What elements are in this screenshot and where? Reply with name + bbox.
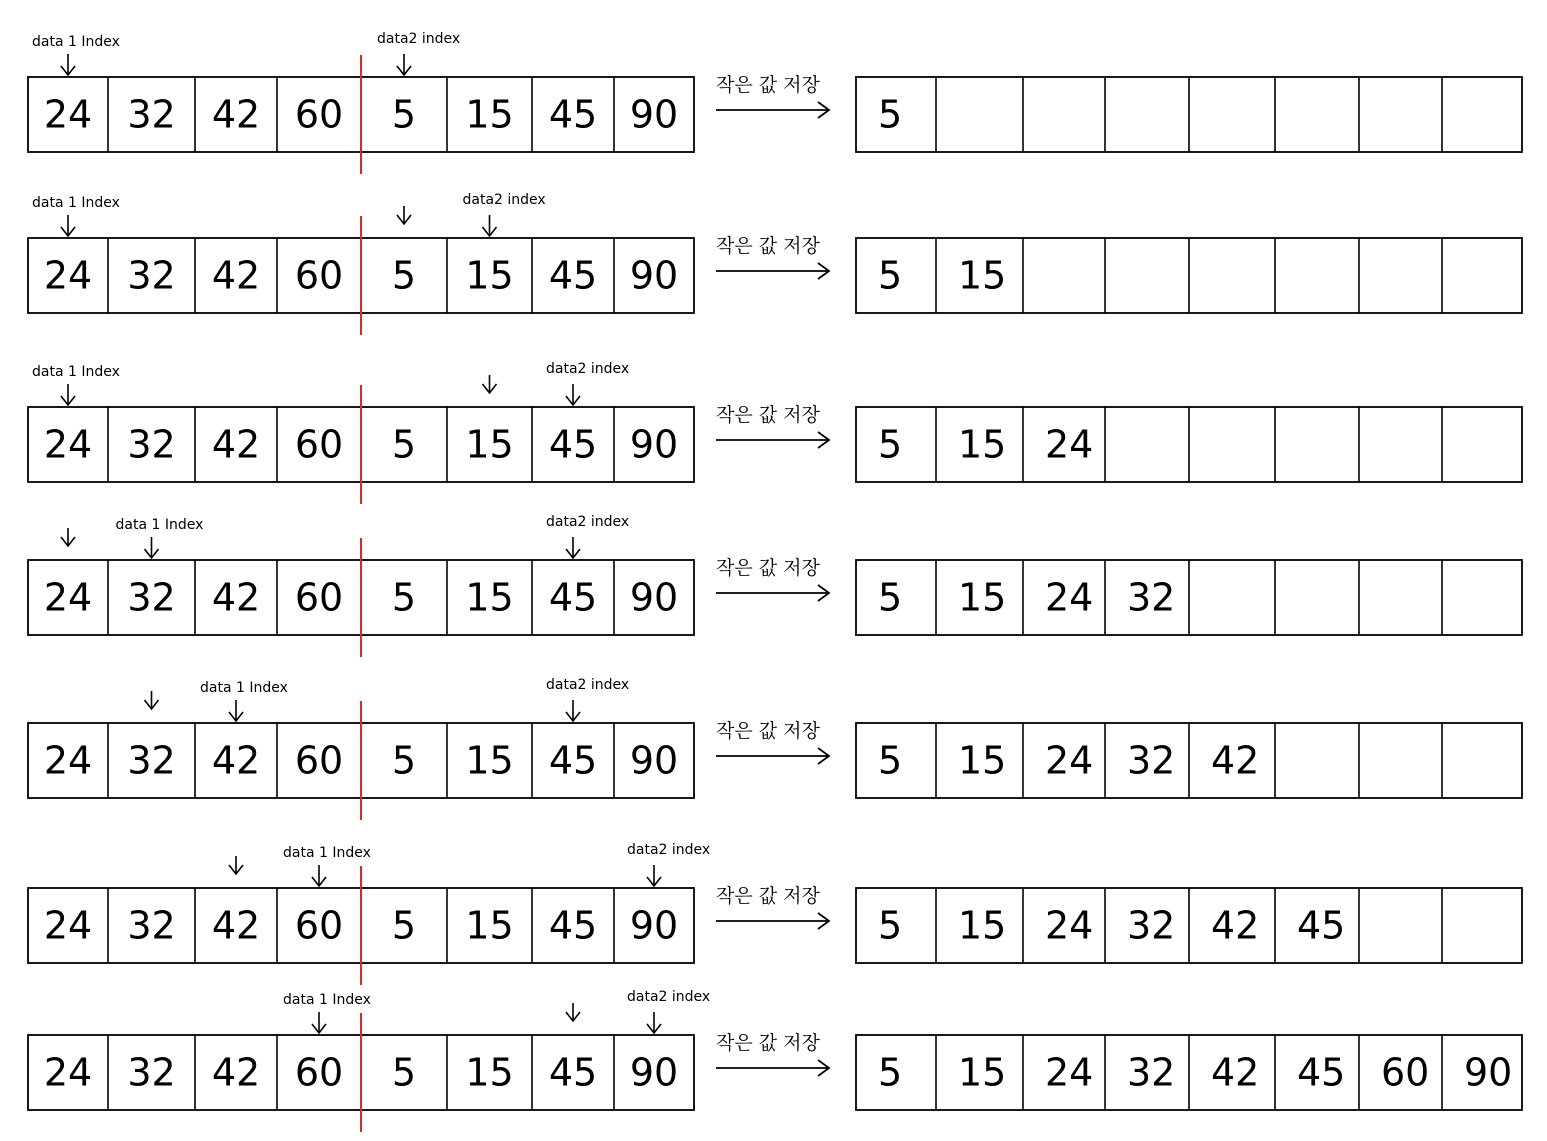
source-cell-value: 24 [43,253,93,298]
source-cell-value: 90 [629,738,679,783]
source-cell-value: 90 [629,1050,679,1095]
previous-position-arrow [483,375,497,393]
merge-step-row [28,677,1522,820]
data2-index-label: data2 index [546,361,630,377]
data2-pointer-arrow [483,215,497,236]
merge-step-row [28,31,1522,174]
store-smaller-caption: 작은 값 저장 [716,557,820,579]
source-cell-value: 32 [127,92,176,137]
source-cell-value: 5 [391,903,417,948]
result-cell-value: 32 [1127,1050,1176,1095]
source-cell-value: 32 [127,1050,176,1095]
data2-index-label: data2 index [627,989,711,1005]
data2-index-label: data2 index [462,192,546,208]
source-cell-value: 24 [43,575,93,620]
data2-index-label: data2 index [546,514,630,530]
result-cell-value: 32 [1127,903,1176,948]
result-cell-value: 24 [1045,1050,1094,1095]
result-array [856,77,1522,152]
data2-index-label: data2 index [377,31,461,47]
result-cell-value: 90 [1464,1050,1513,1095]
result-array [856,407,1522,482]
result-array [856,560,1522,635]
merge-arrow [716,585,829,601]
source-cell-value: 24 [43,422,93,467]
source-cell-value: 42 [211,422,261,467]
result-cell-value: 24 [1045,903,1094,948]
data1-pointer-arrow [312,865,326,886]
result-cell-value: 45 [1297,903,1346,948]
data2-pointer-arrow [566,537,580,558]
merge-arrow [716,102,829,118]
source-cell-value: 24 [43,1050,93,1095]
source-cell-value: 42 [211,738,261,783]
previous-position-arrow [145,691,159,709]
source-cell-value: 5 [391,253,417,298]
previous-position-arrow [61,528,75,546]
result-cell-value: 45 [1297,1050,1346,1095]
data1-pointer-arrow [145,537,159,558]
source-cell-value: 45 [548,253,598,298]
source-cell-value: 15 [465,738,514,783]
data2-pointer-arrow [566,384,580,405]
result-cell-value: 15 [958,903,1007,948]
source-cell-value: 15 [465,92,514,137]
result-cell-value: 5 [878,575,903,620]
data2-pointer-arrow [397,54,411,75]
result-cell-value: 15 [958,422,1007,467]
source-cell-value: 15 [465,422,514,467]
source-cell-value: 5 [391,422,417,467]
result-cell-value: 24 [1045,738,1094,783]
data1-index-label: data 1 Index [32,195,120,211]
source-cell-value: 15 [465,903,514,948]
result-cell-value: 15 [958,1050,1007,1095]
data1-index-label: data 1 Index [283,992,371,1008]
source-cell-value: 32 [127,738,176,783]
result-cell-value: 15 [958,253,1007,298]
source-cell-value: 60 [294,903,344,948]
store-smaller-caption: 작은 값 저장 [716,404,820,426]
result-cell-value: 5 [878,92,903,137]
data1-pointer-arrow [229,700,243,721]
data2-index-label: data2 index [627,842,711,858]
source-cell-value: 45 [548,903,598,948]
merge-step-row [28,192,1522,335]
result-cell-value: 5 [878,253,903,298]
result-cell-value: 15 [958,738,1007,783]
source-cell-value: 15 [465,253,514,298]
source-cell-value: 32 [127,903,176,948]
source-cell-value: 45 [548,738,598,783]
source-cell-value: 5 [391,738,417,783]
result-cell-value: 5 [878,1050,903,1095]
source-cell-value: 60 [294,738,344,783]
source-cell-value: 60 [294,92,344,137]
data2-pointer-arrow [647,865,661,886]
data1-index-label: data 1 Index [200,680,288,696]
data1-index-label: data 1 Index [283,845,371,861]
source-cell-value: 60 [294,253,344,298]
source-cell-value: 24 [43,738,93,783]
merge-step-row [28,842,1522,985]
source-cell-value: 90 [629,575,679,620]
result-cell-value: 42 [1211,903,1260,948]
source-cell-value: 24 [43,92,93,137]
result-cell-value: 32 [1127,738,1176,783]
data2-index-label: data2 index [546,677,630,693]
source-cell-value: 42 [211,575,261,620]
source-cell-value: 15 [465,1050,514,1095]
merge-arrow [716,432,829,448]
result-cell-value: 42 [1211,1050,1260,1095]
data1-pointer-arrow [61,54,75,75]
result-cell-value: 5 [878,738,903,783]
source-cell-value: 24 [43,903,93,948]
source-cell-value: 42 [211,903,261,948]
previous-position-arrow [397,206,411,224]
source-cell-value: 45 [548,422,598,467]
store-smaller-caption: 작은 값 저장 [716,720,820,742]
result-array [856,723,1522,798]
result-cell-value: 60 [1381,1050,1430,1095]
source-cell-value: 5 [391,1050,417,1095]
source-cell-value: 60 [294,422,344,467]
data2-pointer-arrow [566,700,580,721]
data1-pointer-arrow [61,384,75,405]
source-cell-value: 90 [629,903,679,948]
store-smaller-caption: 작은 값 저장 [716,1032,820,1054]
data2-pointer-arrow [647,1012,661,1033]
source-cell-value: 5 [391,575,417,620]
source-cell-value: 15 [465,575,514,620]
data1-index-label: data 1 Index [32,364,120,380]
source-cell-value: 45 [548,1050,598,1095]
source-cell-value: 45 [548,92,598,137]
store-smaller-caption: 작은 값 저장 [716,235,820,257]
source-cell-value: 60 [294,575,344,620]
previous-position-arrow [566,1003,580,1021]
data1-index-label: data 1 Index [115,517,204,533]
merge-arrow [716,1060,829,1076]
merge-arrow [716,913,829,929]
result-cell-value: 15 [958,575,1007,620]
merge-step-row [28,514,1522,657]
source-cell-value: 42 [211,92,261,137]
source-cell-value: 42 [211,253,261,298]
data1-pointer-arrow [312,1012,326,1033]
merge-arrow [716,748,829,764]
result-array [856,238,1522,313]
source-cell-value: 60 [294,1050,344,1095]
result-array [856,888,1522,963]
source-cell-value: 90 [629,253,679,298]
data1-index-label: data 1 Index [32,34,120,50]
data1-pointer-arrow [61,215,75,236]
merge-arrow [716,263,829,279]
merge-step-row [28,989,1522,1132]
source-cell-value: 42 [211,1050,261,1095]
source-cell-value: 32 [127,253,176,298]
previous-position-arrow [229,856,243,874]
result-array [856,1035,1522,1110]
result-cell-value: 24 [1045,575,1094,620]
store-smaller-caption: 작은 값 저장 [716,885,820,907]
store-smaller-caption: 작은 값 저장 [716,74,820,96]
result-cell-value: 42 [1211,738,1260,783]
result-cell-value: 5 [878,903,903,948]
result-cell-value: 5 [878,422,903,467]
source-cell-value: 90 [629,422,679,467]
result-cell-value: 24 [1045,422,1094,467]
result-cell-value: 32 [1127,575,1176,620]
source-cell-value: 32 [127,422,176,467]
merge-step-row [28,361,1522,504]
source-cell-value: 5 [391,92,417,137]
source-cell-value: 45 [548,575,598,620]
source-cell-value: 90 [629,92,679,137]
source-cell-value: 32 [127,575,176,620]
